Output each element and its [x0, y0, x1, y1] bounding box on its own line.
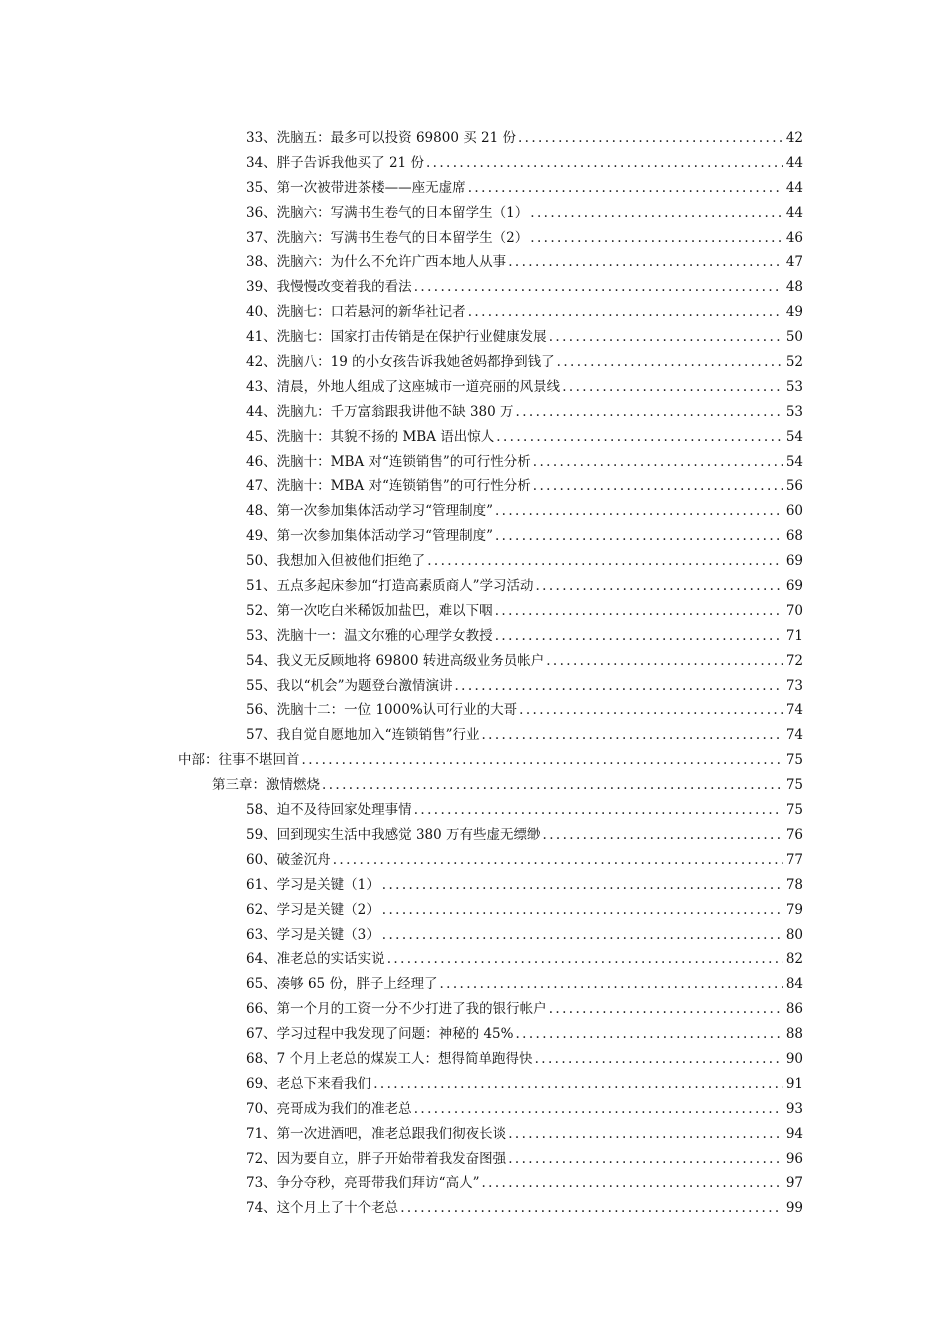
- toc-entry-title: 63、学习是关键（3）: [246, 926, 380, 943]
- toc-page-number: 68: [785, 528, 803, 545]
- toc-entry-title: 46、洗脑十：MBA 对“连锁销售”的可行性分析: [246, 453, 531, 470]
- toc-entry-title: 37、洗脑六：写满书生卷气的日本留学生（2）: [246, 229, 529, 246]
- toc-page-number: 99: [785, 1200, 803, 1217]
- toc-entry[interactable]: [0, 923, 950, 948]
- toc-page-number: 91: [785, 1075, 803, 1092]
- toc-page-number: 75: [785, 802, 803, 819]
- toc-dot-leader: [382, 873, 783, 898]
- toc-dot-leader: [454, 674, 783, 699]
- toc-entry[interactable]: [0, 1072, 950, 1097]
- toc-page-number: 79: [785, 901, 803, 918]
- toc-entry-title: 47、洗脑十：MBA 对“连锁销售”的可行性分析: [246, 478, 531, 495]
- toc-page-number: 44: [785, 154, 803, 171]
- toc-entry-title: 54、我义无反顾地将 69800 转进高级业务员帐户: [246, 652, 545, 669]
- toc-page-number: 72: [785, 652, 803, 669]
- toc-page-number: 96: [785, 1150, 803, 1167]
- toc-page-number: 76: [785, 826, 803, 843]
- toc-dot-leader: [516, 400, 783, 425]
- toc-entry-title: 44、洗脑九：千万富翁跟我讲他不缺 380 万: [246, 403, 514, 420]
- toc-page-number: 75: [785, 777, 803, 794]
- toc-page-number: 53: [785, 403, 803, 420]
- toc-entry[interactable]: [0, 325, 950, 350]
- toc-entry[interactable]: [0, 674, 950, 699]
- toc-dot-leader: [535, 1047, 783, 1072]
- toc-entry[interactable]: [0, 997, 950, 1022]
- toc-dot-leader: [508, 250, 783, 275]
- toc-page-number: 77: [785, 851, 803, 868]
- toc-dot-leader: [468, 176, 783, 201]
- toc-dot-leader: [414, 1097, 783, 1122]
- toc-entry-title: 59、回到现实生活中我感觉 380 万有些虚无缥缈: [246, 826, 541, 843]
- toc-entry-title: 35、第一次被带进茶楼——座无虚席: [246, 179, 466, 196]
- toc-entry[interactable]: [0, 226, 950, 251]
- toc-dot-leader: [518, 126, 783, 151]
- toc-page-number: 52: [785, 354, 803, 371]
- toc-entry-title: 41、洗脑七：国家打击传销是在保护行业健康发展: [246, 329, 547, 346]
- toc-entry[interactable]: [0, 873, 950, 898]
- toc-dot-leader: [495, 499, 783, 524]
- toc-page-number: 90: [785, 1050, 803, 1067]
- toc-dot-leader: [508, 1147, 783, 1172]
- toc-entry-title: 40、洗脑七：口若悬河的新华社记者: [246, 304, 466, 321]
- toc-dot-leader: [333, 848, 783, 873]
- toc-entry-title: 52、第一次吃白米稀饭加盐巴，难以下咽: [246, 602, 493, 619]
- toc-entry[interactable]: [0, 176, 950, 201]
- toc-page-number: 78: [785, 876, 803, 893]
- toc-entry[interactable]: [0, 798, 950, 823]
- toc-entry-title: 68、7 个月上老总的煤炭工人：想得简单跑得快: [246, 1050, 533, 1067]
- toc-dot-leader: [322, 773, 783, 798]
- toc-entry[interactable]: [0, 524, 950, 549]
- toc-entry-title: 72、因为要自立，胖子开始带着我发奋图强: [246, 1150, 507, 1167]
- toc-dot-leader: [400, 1196, 783, 1221]
- toc-entry-title: 34、胖子告诉我他买了 21 份: [246, 154, 424, 171]
- toc-dot-leader: [481, 723, 783, 748]
- toc-entry[interactable]: [0, 450, 950, 475]
- toc-entry[interactable]: [0, 624, 950, 649]
- toc-entry-title: 65、凑够 65 份，胖子上经理了: [246, 976, 438, 993]
- toc-dot-leader: [533, 474, 783, 499]
- toc-page-number: 46: [785, 229, 803, 246]
- toc-entry[interactable]: [0, 823, 950, 848]
- toc-entry-title: 第三章：激情燃烧: [212, 777, 320, 794]
- toc-entry[interactable]: [0, 1196, 950, 1221]
- toc-entry-title: 64、准老总的实话实说: [246, 951, 385, 968]
- toc-dot-leader: [414, 275, 783, 300]
- toc-entry-title: 45、洗脑十：其貌不扬的 MBA 语出惊人: [246, 428, 495, 445]
- toc-page-number: 47: [785, 254, 803, 271]
- toc-page-number: 86: [785, 1001, 803, 1018]
- toc-entry-title: 38、洗脑六：为什么不允许广西本地人从事: [246, 254, 507, 271]
- toc-entry-title: 48、第一次参加集体活动学习“管理制度”: [246, 503, 493, 520]
- toc-dot-leader: [519, 698, 783, 723]
- toc-page-number: 42: [785, 130, 803, 146]
- toc-entry-title: 43、清晨，外地人组成了这座城市一道亮丽的风景线: [246, 378, 561, 395]
- toc-page-number: 44: [785, 204, 803, 221]
- toc-entry[interactable]: [0, 400, 950, 425]
- toc-dot-leader: [515, 1022, 783, 1047]
- toc-entry-title: 74、这个月上了十个老总: [246, 1200, 399, 1217]
- toc-entry[interactable]: [0, 474, 950, 499]
- toc-entry-title: 39、我慢慢改变着我的看法: [246, 279, 412, 296]
- toc-entry[interactable]: [0, 649, 950, 674]
- toc-page-number: 48: [785, 279, 803, 296]
- toc-entry-title: 55、我以“机会”为题登台激情演讲: [246, 677, 453, 694]
- toc-dot-leader: [481, 1171, 783, 1196]
- toc-entry-title: 70、亮哥成为我们的准老总: [246, 1100, 412, 1117]
- toc-entry[interactable]: [0, 350, 950, 375]
- toc-entry[interactable]: [0, 748, 950, 773]
- toc-dot-leader: [387, 947, 783, 972]
- toc-page-number: 93: [785, 1100, 803, 1117]
- toc-page-number: 53: [785, 378, 803, 395]
- toc-entry[interactable]: [0, 599, 950, 624]
- toc-entry-title: 62、学习是关键（2）: [246, 901, 380, 918]
- toc-entry-title: 49、第一次参加集体活动学习“管理制度”: [246, 528, 493, 545]
- toc-page-number: 74: [785, 702, 803, 719]
- toc-entry-title: 61、学习是关键（1）: [246, 876, 380, 893]
- toc-dot-leader: [439, 972, 783, 997]
- toc-entry[interactable]: [0, 549, 950, 574]
- toc-page-number: 54: [785, 428, 803, 445]
- toc-page-number: 71: [785, 627, 803, 644]
- toc-entry[interactable]: [0, 848, 950, 873]
- toc-entry-title: 33、洗脑五：最多可以投资 69800 买 21 份: [246, 130, 516, 146]
- toc-dot-leader: [302, 748, 784, 773]
- toc-entry[interactable]: [0, 972, 950, 997]
- toc-entry-title: 57、我自觉自愿地加入“连锁销售”行业: [246, 727, 480, 744]
- toc-dot-leader: [382, 923, 783, 948]
- toc-entry[interactable]: [0, 773, 950, 798]
- toc-entry[interactable]: [0, 898, 950, 923]
- toc-page-number: 69: [785, 578, 803, 595]
- toc-entry[interactable]: [0, 375, 950, 400]
- toc-dot-leader: [562, 375, 783, 400]
- toc-page-number: 49: [785, 304, 803, 321]
- toc-page-number: 82: [785, 951, 803, 968]
- toc-dot-leader: [468, 300, 783, 325]
- toc-entry[interactable]: [0, 275, 950, 300]
- toc-entry-title: 66、第一个月的工资一分不少打进了我的银行帐户: [246, 1001, 547, 1018]
- toc-page-number: 80: [785, 926, 803, 943]
- toc-dot-leader: [414, 798, 783, 823]
- toc-page-number: 88: [785, 1026, 803, 1043]
- toc-entry[interactable]: [0, 698, 950, 723]
- toc-dot-leader: [495, 599, 783, 624]
- toc-page-number: 50: [785, 329, 803, 346]
- toc-entry-title: 73、争分夺秒，亮哥带我们拜访“高人”: [246, 1175, 480, 1192]
- toc-entry-title: 53、洗脑十一：温文尔雅的心理学女教授: [246, 627, 493, 644]
- toc-entry[interactable]: [0, 499, 950, 524]
- toc-entry-title: 60、破釜沉舟: [246, 851, 331, 868]
- toc-entry[interactable]: [0, 1047, 950, 1072]
- toc-entry[interactable]: [0, 1122, 950, 1147]
- toc-entry[interactable]: [0, 201, 950, 226]
- toc-dot-leader: [530, 226, 783, 251]
- toc-entry-title: 69、老总下来看我们: [246, 1075, 372, 1092]
- toc-entry[interactable]: [0, 300, 950, 325]
- toc-dot-leader: [549, 997, 783, 1022]
- toc-page-number: 69: [785, 553, 803, 570]
- toc-dot-leader: [535, 574, 783, 599]
- toc-entry[interactable]: [0, 1097, 950, 1122]
- toc-dot-leader: [549, 325, 783, 350]
- toc-page-number: 60: [785, 503, 803, 520]
- toc-entry[interactable]: [0, 723, 950, 748]
- toc-page-number: 73: [785, 677, 803, 694]
- toc-page-number: 97: [785, 1175, 803, 1192]
- toc-entry[interactable]: [0, 126, 950, 151]
- toc-page-number: 44: [785, 179, 803, 196]
- toc-dot-leader: [533, 450, 783, 475]
- toc-dot-leader: [508, 1122, 783, 1147]
- toc-entry-title: 58、迫不及待回家处理事情: [246, 802, 412, 819]
- toc-entry[interactable]: [0, 1147, 950, 1172]
- toc-entry[interactable]: [0, 1171, 950, 1196]
- toc-entry-title: 71、第一次进酒吧，准老总跟我们彻夜长谈: [246, 1125, 507, 1142]
- toc-dot-leader: [557, 350, 783, 375]
- toc-dot-leader: [382, 898, 783, 923]
- toc-page-number: 84: [785, 976, 803, 993]
- toc-page-number: 75: [785, 752, 803, 769]
- toc-entry-title: 36、洗脑六：写满书生卷气的日本留学生（1）: [246, 204, 529, 221]
- toc-entry-title: 56、洗脑十二：一位 1000%认可行业的大哥: [246, 702, 518, 719]
- toc-dot-leader: [427, 549, 783, 574]
- toc-dot-leader: [495, 624, 783, 649]
- toc-dot-leader: [496, 425, 783, 450]
- toc-page-number: 94: [785, 1125, 803, 1142]
- toc-entry[interactable]: [0, 574, 950, 599]
- toc-entry-title: 42、洗脑八：19 的小女孩告诉我她爸妈都挣到钱了: [246, 354, 555, 371]
- toc-entry-title: 中部：往事不堪回首: [178, 752, 300, 769]
- toc-entry[interactable]: [0, 250, 950, 275]
- toc-dot-leader: [546, 649, 783, 674]
- toc-entry-title: 51、五点多起床参加“打造高素质商人”学习活动: [246, 578, 534, 595]
- toc-page-number: 56: [785, 478, 803, 495]
- toc-page-number: 70: [785, 602, 803, 619]
- toc-entry[interactable]: [0, 151, 950, 176]
- toc-page-number: 54: [785, 453, 803, 470]
- toc-entry[interactable]: [0, 1022, 950, 1047]
- toc-dot-leader: [495, 524, 783, 549]
- toc-entry-title: 50、我想加入但被他们拒绝了: [246, 553, 426, 570]
- toc-dot-leader: [426, 151, 783, 176]
- toc-dot-leader: [530, 201, 783, 226]
- toc-entry[interactable]: [0, 425, 950, 450]
- toc-dot-leader: [543, 823, 783, 848]
- toc-page-number: 74: [785, 727, 803, 744]
- toc-entry[interactable]: [0, 947, 950, 972]
- toc-entry-title: 67、学习过程中我发现了问题：神秘的 45%: [246, 1026, 514, 1043]
- toc-dot-leader: [373, 1072, 783, 1097]
- table-of-contents: [0, 126, 950, 1221]
